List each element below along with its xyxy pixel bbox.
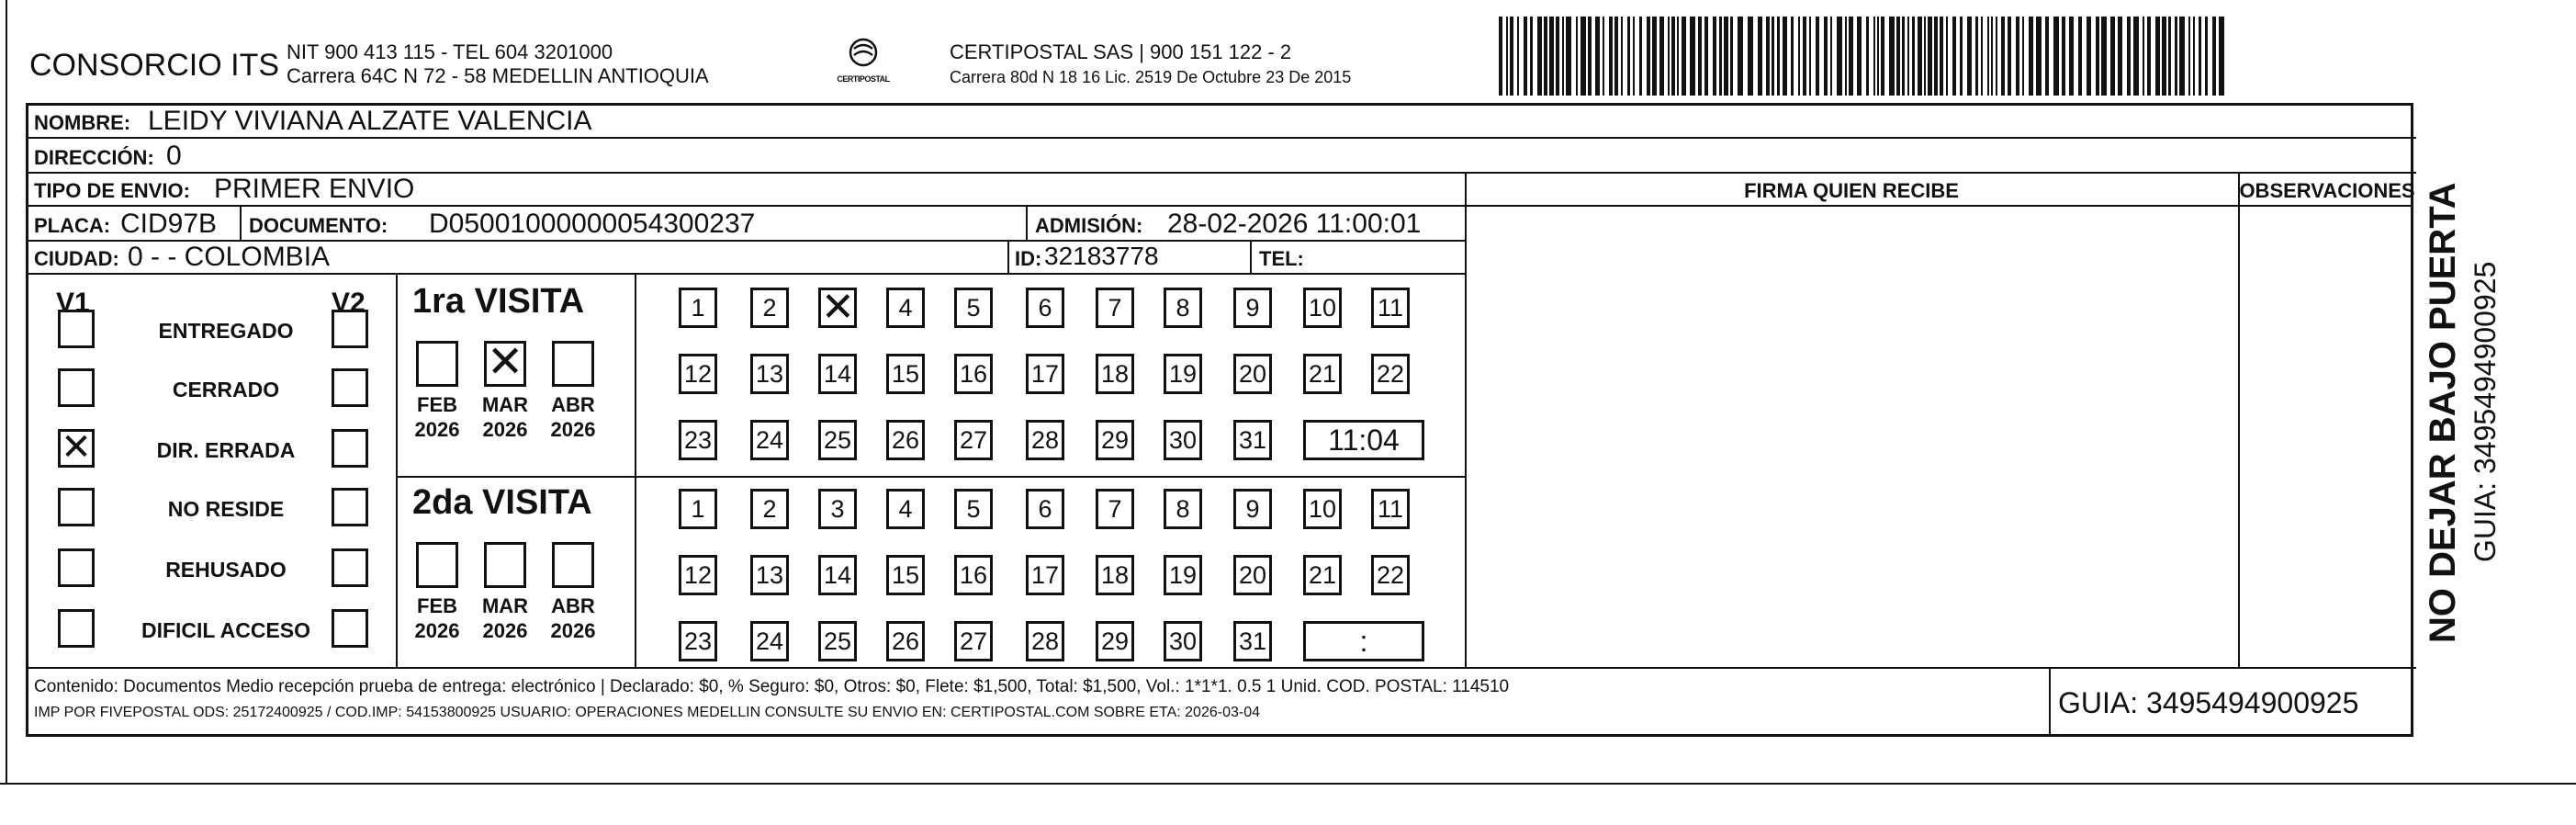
barcode-bar <box>1877 17 1879 96</box>
day-box[interactable]: 23 <box>679 420 717 460</box>
day-box[interactable]: 15 <box>886 555 925 595</box>
day-box[interactable]: 22 <box>1371 354 1410 394</box>
barcode-bar <box>2101 17 2107 96</box>
day-box[interactable]: 27 <box>954 420 993 460</box>
barcode-bar <box>1772 17 1774 96</box>
barcode-bar <box>1713 17 1716 96</box>
barcode-bar <box>2053 17 2059 96</box>
day-box[interactable]: 30 <box>1164 420 1202 460</box>
day-box[interactable]: 14 <box>818 555 857 595</box>
day-box[interactable]: 14 <box>818 354 857 394</box>
barcode-bar <box>1730 17 1733 96</box>
barcode-bar <box>1530 17 1533 96</box>
barcode-bar <box>1975 17 1978 96</box>
status-label: REHUSADO <box>165 558 287 582</box>
day-box[interactable]: 31 <box>1233 621 1272 661</box>
day-box[interactable]: 9 <box>1233 489 1272 529</box>
time-box[interactable]: 11:04 <box>1303 420 1424 460</box>
visit-title: 1ra VISITA <box>412 282 585 321</box>
day-box[interactable]: 25 <box>818 420 857 460</box>
barcode-bar <box>1524 17 1527 96</box>
barcode-bar <box>1690 17 1695 96</box>
barcode-bar <box>2062 17 2065 96</box>
day-box[interactable]: 1 <box>679 288 717 328</box>
barcode-bar <box>1738 17 1743 96</box>
barcode-bar <box>1837 17 1842 96</box>
barcode-bar <box>1724 17 1728 96</box>
visit-title: 2da VISITA <box>412 483 592 522</box>
signature-header: FIRMA QUIEN RECIBE <box>1744 179 1959 202</box>
day-box[interactable]: 28 <box>1026 621 1064 661</box>
barcode-bar <box>2001 17 2005 96</box>
day-box[interactable]: 27 <box>954 621 993 661</box>
barcode-bar <box>1659 17 1664 96</box>
bottom-border <box>0 783 2576 785</box>
barcode-bar <box>1544 17 1547 96</box>
day-box[interactable]: 18 <box>1096 555 1134 595</box>
barcode-bar <box>1809 17 1811 96</box>
day-box[interactable]: 2 <box>750 489 789 529</box>
day-box[interactable]: 9 <box>1233 288 1272 328</box>
company-name: CONSORCIO ITS <box>29 48 280 83</box>
v2-checkbox[interactable] <box>332 429 368 468</box>
v2-checkbox[interactable] <box>332 310 368 348</box>
month-checkbox[interactable]: ✕ <box>484 341 526 387</box>
barcode-bar <box>2162 17 2166 96</box>
row-placa: PLACA: CID97B DOCUMENTO: D05001000000054300237 ADMISIÓN: 28-02-2026 11:00:01 <box>28 207 1465 242</box>
barcode-bar <box>2127 17 2131 96</box>
barcode-bar <box>1603 17 1604 96</box>
month-label: ABR 2026 <box>550 393 596 441</box>
time-box[interactable]: : <box>1303 621 1424 661</box>
barcode-bar <box>1609 17 1613 96</box>
barcode-bar <box>1777 17 1780 96</box>
barcode-bar <box>1758 17 1762 96</box>
company-address: Carrera 64C N 72 - 58 MEDELLIN ANTIOQUIA <box>287 64 709 87</box>
status-label: CERRADO <box>172 378 280 401</box>
barcode-bar <box>1881 17 1884 96</box>
barcode-bar <box>2118 17 2122 96</box>
barcode-bar <box>2029 17 2033 96</box>
day-box[interactable]: 5 <box>954 489 993 529</box>
barcode-bar <box>2199 17 2201 96</box>
delivery-form <box>26 103 2413 737</box>
observations-area[interactable] <box>2240 207 2414 666</box>
barcode-bar <box>1556 17 1559 96</box>
barcode-bar <box>1798 17 1800 96</box>
barcode-bar <box>2188 17 2190 96</box>
barcode-bar <box>2175 17 2177 96</box>
barcode-bar <box>1549 17 1554 96</box>
barcode-bar <box>1845 17 1847 96</box>
day-box[interactable]: 3 <box>818 489 857 529</box>
barcode-bar <box>2022 17 2024 96</box>
day-box[interactable]: 19 <box>1164 555 1202 595</box>
month-label: FEB 2026 <box>414 594 460 642</box>
day-box[interactable]: 20 <box>1233 354 1272 394</box>
barcode-bar <box>2110 17 2115 96</box>
barcode-bar <box>1748 17 1753 96</box>
recipient-name: LEIDY VIVIANA ALZATE VALENCIA <box>148 106 592 136</box>
v2-checkbox[interactable] <box>332 548 368 587</box>
day-box[interactable]: 31 <box>1233 420 1272 460</box>
day-box[interactable]: 4 <box>886 489 925 529</box>
barcode-bar <box>1918 17 1922 96</box>
barcode-bar <box>2036 17 2042 96</box>
v2-checkbox[interactable] <box>332 368 368 407</box>
day-box[interactable]: 30 <box>1164 621 1202 661</box>
barcode-bar <box>1857 17 1862 96</box>
barcode-bar <box>1946 17 1948 96</box>
barcode-bar <box>1633 17 1635 96</box>
day-box[interactable]: 29 <box>1096 420 1134 460</box>
observations-header: OBSERVACIONES <box>2239 179 2415 202</box>
day-box[interactable]: 12 <box>679 555 717 595</box>
day-box[interactable]: 11 <box>1371 288 1410 328</box>
day-box[interactable]: 6 <box>1026 489 1064 529</box>
day-box[interactable]: 21 <box>1303 555 1342 595</box>
barcode-bar <box>1595 17 1600 96</box>
barcode-bar <box>1671 17 1675 96</box>
shipment-type: PRIMER ENVIO <box>214 174 415 204</box>
barcode-bar <box>1677 17 1679 96</box>
barcode-bar <box>1981 17 1983 96</box>
barcode-bar <box>2193 17 2195 96</box>
carrier-line: CERTIPOSTAL SAS | 900 151 122 - 2 <box>950 40 1292 63</box>
barcode-bar <box>2147 17 2151 96</box>
plate-value: CID97B <box>120 209 218 239</box>
barcode-bar <box>1928 17 1932 96</box>
barcode-bar <box>1510 17 1513 96</box>
month-checkbox[interactable] <box>552 341 594 387</box>
barcode-bar <box>1682 17 1686 96</box>
barcode-bar <box>1621 17 1623 96</box>
barcode-bar <box>1934 17 1938 96</box>
barcode-bar <box>1639 17 1642 96</box>
month-label: FEB 2026 <box>414 393 460 441</box>
certipostal-logo: CERTIPOSTAL <box>827 37 900 84</box>
barcode-bar <box>1967 17 1972 96</box>
barcode-bar <box>2168 17 2171 96</box>
admission-date: 28-02-2026 11:00:01 <box>1167 209 1422 239</box>
barcode-bar <box>1902 17 1905 96</box>
barcode-bar <box>2143 17 2144 96</box>
day-box[interactable]: 8 <box>1164 288 1202 328</box>
barcode-bar <box>1996 17 1997 96</box>
v2-header: V2 <box>332 288 366 318</box>
barcode-bar <box>2045 17 2049 96</box>
day-box[interactable]: 4 <box>886 288 925 328</box>
v2-checkbox[interactable] <box>332 609 368 648</box>
barcode-bar <box>1517 17 1519 96</box>
day-box[interactable]: 21 <box>1303 354 1342 394</box>
day-box[interactable]: 26 <box>886 420 925 460</box>
barcode-bar <box>1873 17 1875 96</box>
barcode-bar <box>1791 17 1794 96</box>
left-border <box>6 0 7 783</box>
v1-header: V1 <box>56 288 90 318</box>
barcode-bar <box>1987 17 1989 96</box>
barcode <box>1499 0 2233 101</box>
barcode-bar <box>2069 17 2074 96</box>
barcode-bar <box>1830 17 1832 96</box>
status-label: NO RESIDE <box>167 497 285 521</box>
barcode-bar <box>2016 17 2019 96</box>
barcode-bar <box>1803 17 1806 96</box>
barcode-bar <box>1889 17 1895 96</box>
day-box[interactable]: 16 <box>954 555 993 595</box>
barcode-bar <box>2078 17 2082 96</box>
day-box[interactable]: 10 <box>1303 288 1342 328</box>
id-value: 32183778 <box>1044 242 1159 270</box>
barcode-bar <box>1704 17 1708 96</box>
row-nombre: NOMBRE: LEIDY VIVIANA ALZATE VALENCIA <box>28 106 2416 139</box>
status-label: DIR. ERRADA <box>156 438 296 462</box>
barcode-bar <box>2155 17 2160 96</box>
day-box[interactable]: 16 <box>954 354 993 394</box>
day-box[interactable]: 12 <box>679 354 717 394</box>
v1-checkbox[interactable]: ✕ <box>58 429 95 468</box>
day-box[interactable]: 10 <box>1303 489 1342 529</box>
month-checkbox[interactable] <box>416 542 458 588</box>
day-box[interactable]: 11 <box>1371 489 1410 529</box>
footer-contenido: Contenido: Documentos Medio recepción prueba de entrega: electrónico | Declarado: $0, % Seguro: $0, Otros: $0, Flete: $1,500, Total: $1,500, Vol.: 1*1*1. 0.5 1 Unid. COD. POSTAL: 114510 <box>34 677 1510 696</box>
day-box[interactable]: 17 <box>1026 354 1064 394</box>
barcode-bar <box>1824 17 1828 96</box>
side-guia: GUIA: 3495494900925 <box>2469 261 2502 562</box>
barcode-bar <box>2205 17 2208 96</box>
status-label: ENTREGADO <box>158 319 294 343</box>
month-label: MAR 2026 <box>481 393 529 441</box>
barcode-bar <box>1566 17 1571 96</box>
signature-area[interactable] <box>1467 207 2236 666</box>
barcode-bar <box>1866 17 1869 96</box>
barcode-bar <box>2219 17 2224 96</box>
month-checkbox[interactable] <box>552 542 594 588</box>
side-warning: NO DEJAR BAJO PUERTA <box>2423 182 2463 643</box>
v1-checkbox[interactable] <box>58 488 95 526</box>
row-direccion: DIRECCIÓN: 0 <box>28 139 2416 174</box>
barcode-bar <box>1562 17 1564 96</box>
barcode-bar <box>1952 17 1956 96</box>
day-box[interactable]: 5 <box>954 288 993 328</box>
barcode-bar <box>1912 17 1915 96</box>
barcode-bar <box>1924 17 1926 96</box>
barcode-bar <box>1907 17 1909 96</box>
barcode-bar <box>1849 17 1853 96</box>
day-box[interactable]: 2 <box>750 288 789 328</box>
day-box[interactable]: 28 <box>1026 420 1064 460</box>
status-label: DIFICIL ACCESO <box>141 618 310 642</box>
barcode-bar <box>2096 17 2099 96</box>
city-value: 0 - - COLOMBIA <box>128 242 331 272</box>
v1-checkbox[interactable] <box>58 368 95 407</box>
carrier-address: Carrera 80d N 18 16 Lic. 2519 De Octubre 23 De 2015 <box>950 68 1352 86</box>
v1-checkbox[interactable] <box>58 548 95 587</box>
document-number: D05001000000054300237 <box>429 209 756 239</box>
barcode-bar <box>1652 17 1657 96</box>
barcode-bar <box>1668 17 1670 96</box>
logo-icon <box>845 37 882 70</box>
row-ciudad: CIUDAD: 0 - - COLOMBIA ID: 32183778 TEL: <box>28 242 1465 275</box>
barcode-bar <box>2008 17 2011 96</box>
day-box[interactable]: 24 <box>750 621 789 661</box>
barcode-bar <box>2212 17 2216 96</box>
barcode-bar <box>1627 17 1630 96</box>
barcode-bar <box>1499 17 1502 96</box>
day-box[interactable]: 26 <box>886 621 925 661</box>
company-nit: NIT 900 413 115 - TEL 604 3201000 <box>287 40 613 63</box>
day-box[interactable]: 6 <box>1026 288 1064 328</box>
barcode-bar <box>1506 17 1508 96</box>
barcode-bar <box>1537 17 1542 96</box>
month-label: ABR 2026 <box>550 594 596 642</box>
barcode-bar <box>1698 17 1702 96</box>
day-box[interactable]: 7 <box>1096 489 1134 529</box>
barcode-bar <box>1940 17 1943 96</box>
day-box[interactable]: 17 <box>1026 555 1064 595</box>
barcode-bar <box>2133 17 2139 96</box>
barcode-bar <box>1991 17 1993 96</box>
day-box[interactable]: 19 <box>1164 354 1202 394</box>
barcode-bar <box>1719 17 1722 96</box>
day-box[interactable]: 15 <box>886 354 925 394</box>
day-box[interactable]: 13 <box>750 354 789 394</box>
day-box[interactable]: 20 <box>1233 555 1272 595</box>
row-tipo: TIPO DE ENVIO: PRIMER ENVIO <box>28 174 1465 207</box>
day-box[interactable]: 1 <box>679 489 717 529</box>
month-checkbox[interactable] <box>484 542 526 588</box>
day-box[interactable]: 18 <box>1096 354 1134 394</box>
barcode-bar <box>1960 17 1963 96</box>
day-box[interactable]: 7 <box>1096 288 1134 328</box>
day-box[interactable]: 29 <box>1096 621 1134 661</box>
day-box[interactable]: 24 <box>750 420 789 460</box>
barcode-bar <box>1580 17 1586 96</box>
day-box[interactable]: 25 <box>818 621 857 661</box>
day-box[interactable]: 8 <box>1164 489 1202 529</box>
day-box[interactable]: 13 <box>750 555 789 595</box>
barcode-bar <box>1647 17 1650 96</box>
barcode-bar <box>1896 17 1900 96</box>
barcode-bar <box>1816 17 1819 96</box>
v1-checkbox[interactable] <box>58 609 95 648</box>
v2-checkbox[interactable] <box>332 488 368 526</box>
day-box-marked[interactable]: ✕ <box>818 288 857 328</box>
day-box[interactable]: 23 <box>679 621 717 661</box>
v1-checkbox[interactable] <box>58 310 95 348</box>
barcode-bar <box>1766 17 1770 96</box>
month-checkbox[interactable] <box>416 341 458 387</box>
barcode-bar <box>2179 17 2185 96</box>
day-box[interactable]: 22 <box>1371 555 1410 595</box>
recipient-address: 0 <box>166 141 182 171</box>
footer-guia: GUIA: 3495494900925 <box>2058 686 2359 719</box>
barcode-bar <box>2087 17 2091 96</box>
barcode-bar <box>1783 17 1787 96</box>
barcode-bar <box>1614 17 1618 96</box>
barcode-bar <box>1576 17 1578 96</box>
footer-imp: IMP POR FIVEPOSTAL ODS: 25172400925 / COD.IMP: 54153800925 USUARIO: OPERACIONES MEDELLIN CONSULTE SU ENVIO EN: CERTIPOSTAL.COM SOBRE ETA: 2026-03-04 <box>34 705 1260 720</box>
month-label: MAR 2026 <box>481 594 529 642</box>
barcode-bar <box>1588 17 1592 96</box>
